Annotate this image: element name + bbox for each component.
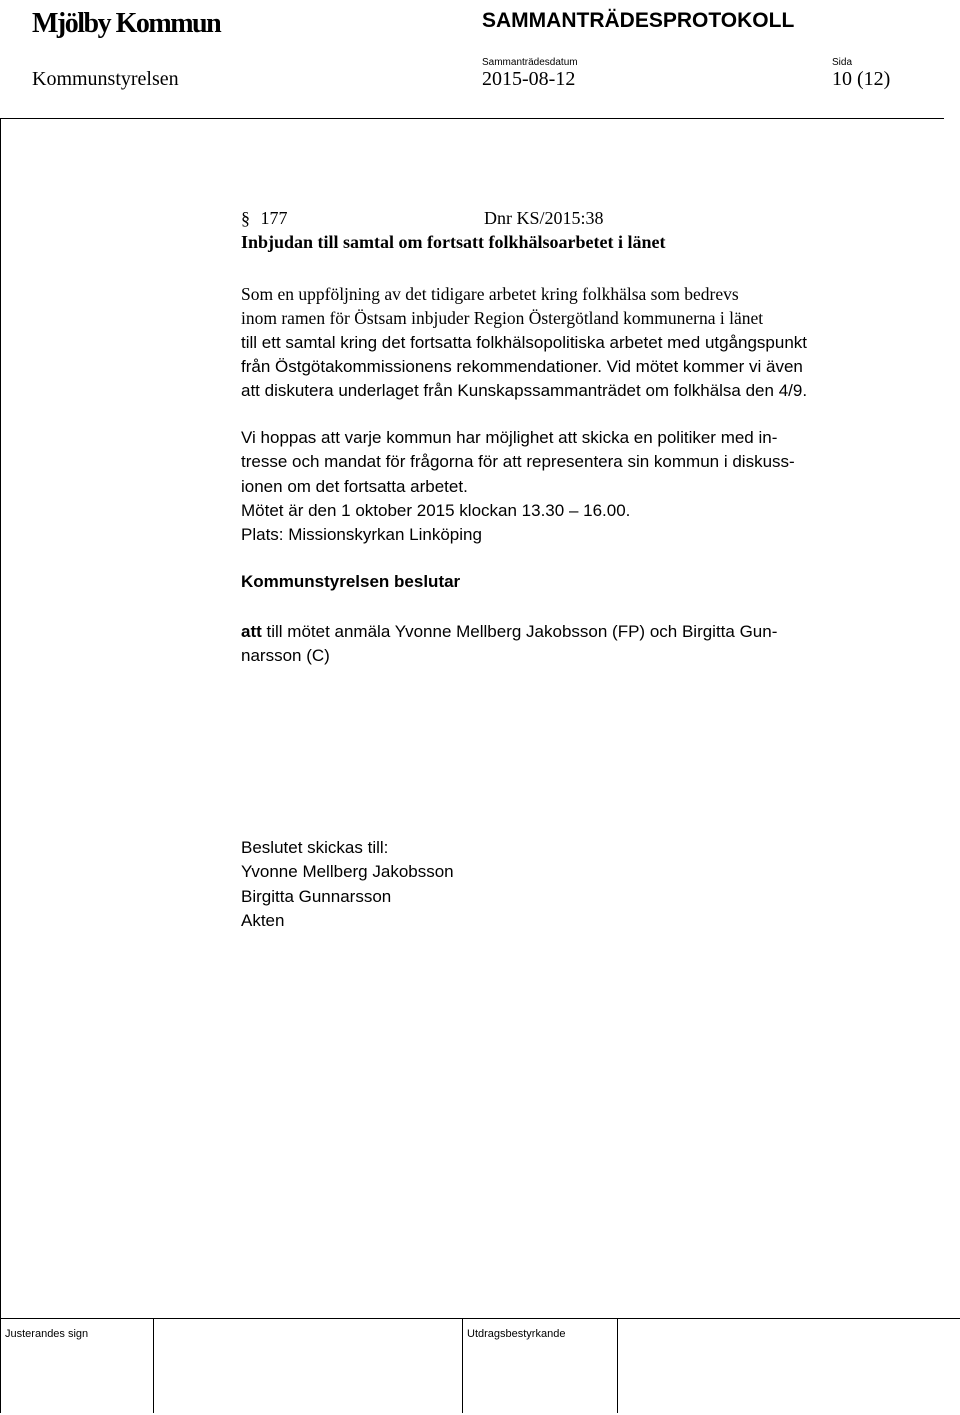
distribution-list bbox=[241, 836, 454, 933]
decision-heading: Kommunstyrelsen beslutar bbox=[241, 572, 461, 591]
recipient: Akten bbox=[241, 910, 285, 930]
text-line: ionen om det fortsatta arbetet. bbox=[241, 476, 468, 496]
att-keyword: att bbox=[241, 622, 262, 641]
header-rule bbox=[0, 118, 944, 119]
case-number: Dnr KS/2015:38 bbox=[484, 208, 604, 228]
meeting-date: 2015-08-12 bbox=[482, 68, 576, 90]
document-type: SAMMANTRÄDESPROTOKOLL bbox=[482, 9, 795, 32]
footer-divider-1 bbox=[153, 1318, 154, 1413]
text-line: inom ramen för Östsam inbjuder Region Östergötland kommunerna i länet bbox=[241, 308, 764, 329]
text-line: Mötet är den 1 oktober 2015 klockan 13.30 – 16.00. bbox=[241, 500, 631, 520]
decision-line-1: till mötet anmäla Yvonne Mellberg Jakobsson (FP) och Birgitta Gun- bbox=[261, 622, 778, 641]
footer-divider-2 bbox=[462, 1318, 463, 1413]
footer-divider-3 bbox=[617, 1318, 618, 1413]
decision-line-2: narsson (C) bbox=[241, 646, 330, 666]
paragraph-sign: § bbox=[241, 208, 250, 228]
recipient: Yvonne Mellberg Jakobsson bbox=[241, 862, 454, 882]
text-line: Vi hoppas att varje kommun har möjlighet att skicka en politiker med in- bbox=[241, 428, 778, 447]
left-margin-rule bbox=[0, 118, 1, 1413]
text-line: till ett samtal kring det fortsatta folkhälsopolitiska arbetet med utgångspunkt bbox=[241, 332, 808, 352]
section-title: Inbjudan till samtal om fortsatt folkhälsoarbetet i länet bbox=[241, 232, 666, 252]
paragraph-2 bbox=[241, 426, 795, 547]
municipality-name: Mjölby Kommun bbox=[32, 8, 221, 39]
justifier-sign-label: Justerandes sign bbox=[5, 1328, 89, 1340]
distribution-heading: Beslutet skickas till: bbox=[241, 838, 389, 857]
footer-rule bbox=[0, 1318, 960, 1319]
page-number: 10 (12) bbox=[832, 68, 891, 90]
text-line: Plats: Missionskyrkan Linköping bbox=[241, 525, 482, 545]
text-line: att diskutera underlaget från Kunskapssammanträdet om folkhälsa den 4/9. bbox=[241, 381, 808, 401]
section-number: § 177 bbox=[241, 208, 288, 228]
recipient: Birgitta Gunnarsson bbox=[241, 886, 392, 906]
decision-text bbox=[241, 620, 777, 669]
text-line: tresse och mandat för frågorna för att representera sin kommun i diskuss- bbox=[241, 452, 795, 472]
paragraph-1 bbox=[241, 282, 807, 403]
text-line: Som en uppföljning av det tidigare arbetet kring folkhälsa som bedrevs bbox=[241, 284, 739, 304]
page-label: Sida bbox=[832, 57, 853, 68]
text-line: från Östgötakommissionens rekommendationer. Vid mötet kommer vi även bbox=[241, 356, 803, 376]
date-label: Sammanträdesdatum bbox=[482, 57, 578, 68]
body-name: Kommunstyrelsen bbox=[32, 68, 179, 90]
extract-certifier-label: Utdragsbestyrkande bbox=[467, 1328, 566, 1340]
